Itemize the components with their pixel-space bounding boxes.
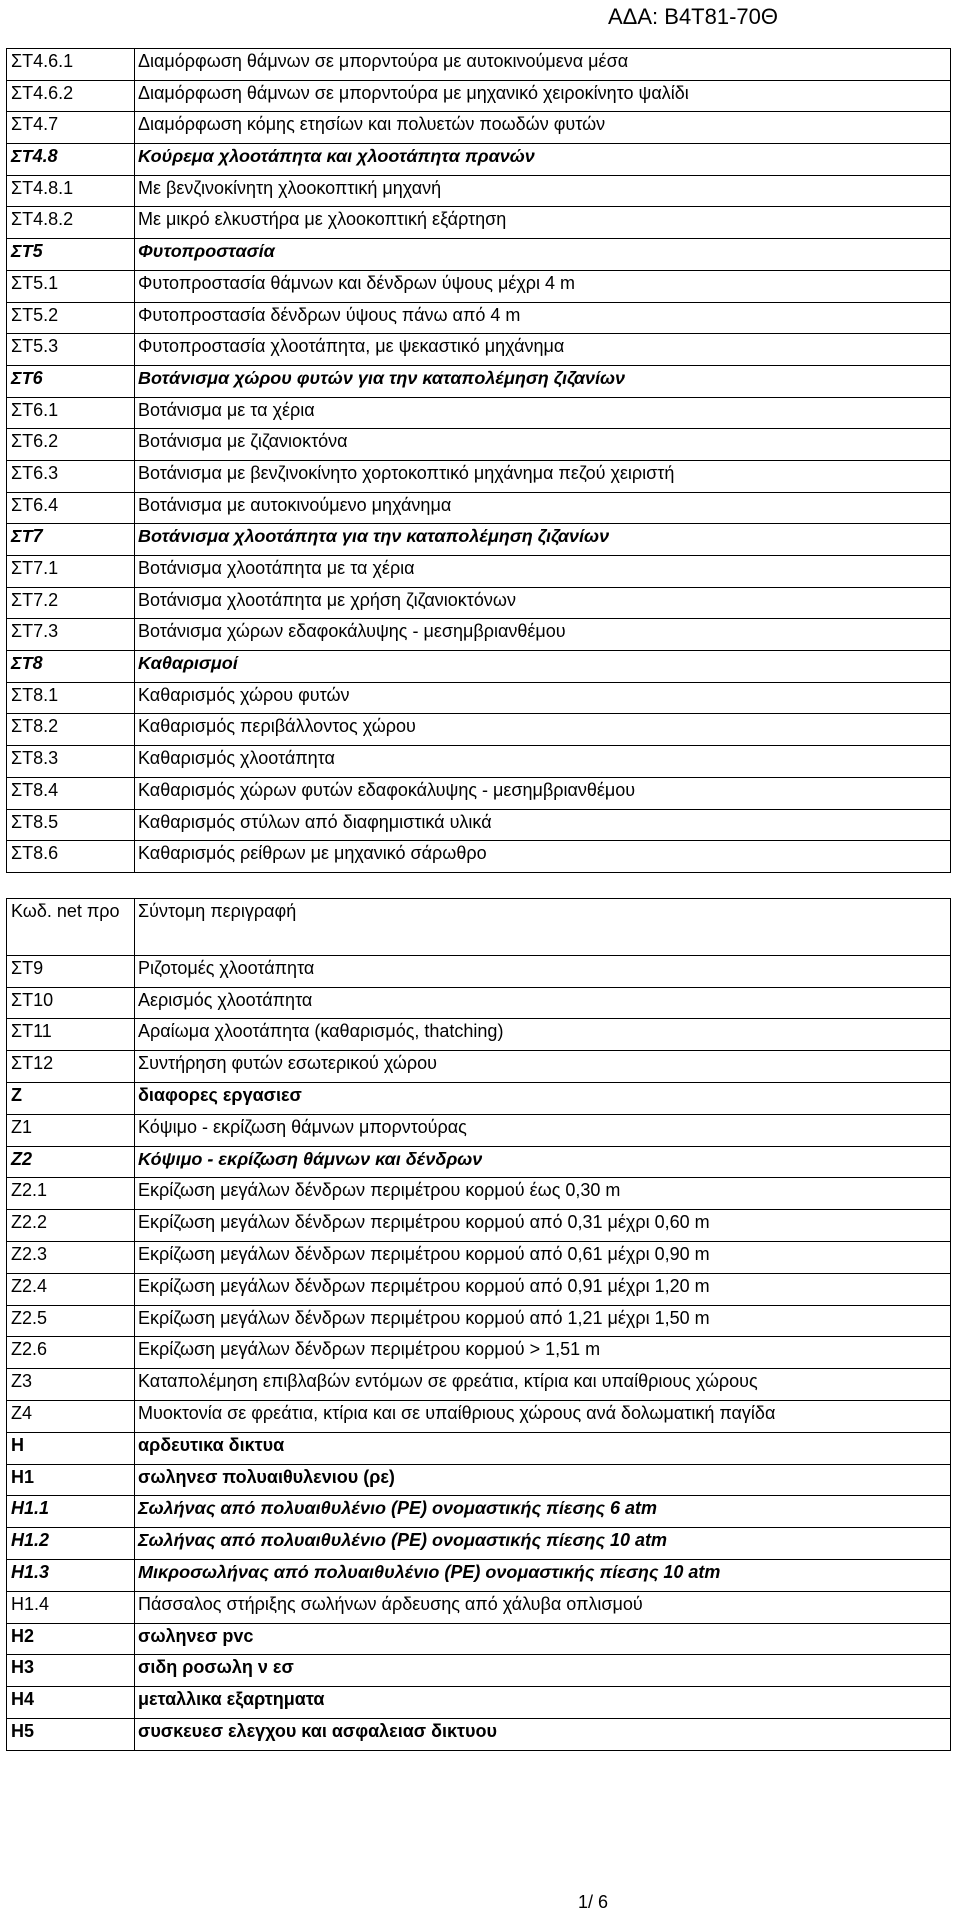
- row-code: ΣΤ5.2: [7, 302, 135, 334]
- row-code: ΣΤ7.3: [7, 619, 135, 651]
- row-description: Φυτοπροστασία δένδρων ύψους πάνω από 4 m: [135, 302, 951, 334]
- row-code: ΣΤ4.7: [7, 112, 135, 144]
- row-code: ΣΤ4.6.2: [7, 80, 135, 112]
- row-code: ΣΤ6: [7, 365, 135, 397]
- row-description: Καθαρισμός χώρων φυτών εδαφοκάλυψης - μεσημβριανθέμου: [135, 777, 951, 809]
- table-row: [7, 397, 951, 429]
- row-code: ΣΤ9: [7, 955, 135, 987]
- row-code: ΣΤ4.8.1: [7, 175, 135, 207]
- row-code: ΣΤ8.1: [7, 682, 135, 714]
- table-row: [7, 987, 951, 1019]
- table-row: [7, 144, 951, 176]
- table-row: [7, 1146, 951, 1178]
- row-description: σωληνεσ πολυαιθυλενιου (ρε): [135, 1464, 951, 1496]
- row-code: Z2.3: [7, 1242, 135, 1274]
- table-row: [7, 207, 951, 239]
- table-row: [7, 714, 951, 746]
- row-description: Φυτοπροστασία: [135, 239, 951, 271]
- row-code: ΣΤ5: [7, 239, 135, 271]
- row-code: ΣΤ6.1: [7, 397, 135, 429]
- table-row: [7, 334, 951, 366]
- page-number: 1/ 6: [577, 1892, 609, 1912]
- table-row: [7, 1591, 951, 1623]
- row-description: σιδη ροσωλη ν εσ: [135, 1655, 951, 1687]
- row-description: Βοτάνισμα με ζιζανιοκτόνα: [135, 429, 951, 461]
- row-code: Z4: [7, 1401, 135, 1433]
- row-description: Με μικρό ελκυστήρα με χλοοκοπτική εξάρτηση: [135, 207, 951, 239]
- row-description: Εκρίζωση μεγάλων δένδρων περιμέτρου κορμού > 1,51 m: [135, 1337, 951, 1369]
- row-description: Βοτάνισμα με αυτοκινούμενο μηχάνημα: [135, 492, 951, 524]
- row-description: Με βενζινοκίνητη χλοοκοπτική μηχανή: [135, 175, 951, 207]
- table-row: [7, 1083, 951, 1115]
- row-description: Βοτάνισμα χώρου φυτών για την καταπολέμηση ζιζανίων: [135, 365, 951, 397]
- row-description: Εκρίζωση μεγάλων δένδρων περιμέτρου κορμού από 0,91 μέχρι 1,20 m: [135, 1273, 951, 1305]
- row-code: H1: [7, 1464, 135, 1496]
- row-description: Εκρίζωση μεγάλων δένδρων περιμέτρου κορμού από 1,21 μέχρι 1,50 m: [135, 1305, 951, 1337]
- table-row: [7, 1719, 951, 1751]
- table-row: [7, 682, 951, 714]
- table-row: [7, 1464, 951, 1496]
- row-description: Κόψιμο - εκρίζωση θάμνων και δένδρων: [135, 1146, 951, 1178]
- row-code: Z2: [7, 1146, 135, 1178]
- row-code: ΣΤ6.3: [7, 460, 135, 492]
- row-description: Βοτάνισμα χλοοτάπητα με τα χέρια: [135, 556, 951, 588]
- row-description: Διαμόρφωση θάμνων σε μπορντούρα με αυτοκινούμενα μέσα: [135, 49, 951, 81]
- row-code: ΣΤ10: [7, 987, 135, 1019]
- table-row: [7, 1051, 951, 1083]
- row-description: Κούρεμα χλοοτάπητα και χλοοτάπητα πρανών: [135, 144, 951, 176]
- row-description: Αερισμός χλοοτάπητα: [135, 987, 951, 1019]
- row-description: Καθαρισμός χλοοτάπητα: [135, 746, 951, 778]
- row-description: Καθαρισμός ρείθρων με μηχανικό σάρωθρο: [135, 841, 951, 873]
- row-description: Καθαρισμός περιβάλλοντος χώρου: [135, 714, 951, 746]
- row-code: Z2.6: [7, 1337, 135, 1369]
- table-row: [7, 809, 951, 841]
- table-row: [7, 239, 951, 271]
- ada-identifier: ΑΔΑ: Β4Τ81-70Θ: [608, 4, 778, 29]
- row-description: διαφορες εργασιεσ: [135, 1083, 951, 1115]
- table-row: [7, 1242, 951, 1274]
- row-code: H2: [7, 1623, 135, 1655]
- row-description: μεταλλικα εξαρτηματα: [135, 1687, 951, 1719]
- row-description: Πάσσαλος στήριξης σωλήνων άρδευσης από χάλυβα οπλισμού: [135, 1591, 951, 1623]
- row-description: Βοτάνισμα χώρων εδαφοκάλυψης - μεσημβριανθέμου: [135, 619, 951, 651]
- row-code: H: [7, 1432, 135, 1464]
- row-code: ΣΤ8.5: [7, 809, 135, 841]
- table-row: [7, 1305, 951, 1337]
- row-description: Βοτάνισμα με τα χέρια: [135, 397, 951, 429]
- table-row: [7, 49, 951, 81]
- row-description: Διαμόρφωση κόμης ετησίων και πολυετών ποωδών φυτών: [135, 112, 951, 144]
- table-row: [7, 1210, 951, 1242]
- row-code: ΣΤ8.4: [7, 777, 135, 809]
- row-code: ΣΤ7.1: [7, 556, 135, 588]
- row-description: Εκρίζωση μεγάλων δένδρων περιμέτρου κορμού από 0,31 μέχρι 0,60 m: [135, 1210, 951, 1242]
- row-code: ΣΤ7: [7, 524, 135, 556]
- table-row: [7, 955, 951, 987]
- row-code: ΣΤ12: [7, 1051, 135, 1083]
- row-description: Βοτάνισμα χλοοτάπητα για την καταπολέμηση ζιζανίων: [135, 524, 951, 556]
- row-description: Καθαρισμός χώρου φυτών: [135, 682, 951, 714]
- row-code: ΣΤ4.8.2: [7, 207, 135, 239]
- row-description: Φυτοπροστασία θάμνων και δένδρων ύψους μέχρι 4 m: [135, 270, 951, 302]
- table-row: [7, 1401, 951, 1433]
- table-row: [7, 1623, 951, 1655]
- row-description: Φυτοπροστασία χλοοτάπητα, με ψεκαστικό μηχάνημα: [135, 334, 951, 366]
- row-code: ΣΤ8.6: [7, 841, 135, 873]
- row-description: Ριζοτομές χλοοτάπητα: [135, 955, 951, 987]
- row-code: H1.4: [7, 1591, 135, 1623]
- row-description: Μυοκτονία σε φρεάτια, κτίρια και σε υπαίθριους χώρους ανά δολωματική παγίδα: [135, 1401, 951, 1433]
- row-code: Z2.4: [7, 1273, 135, 1305]
- row-description: Εκρίζωση μεγάλων δένδρων περιμέτρου κορμού από 0,61 μέχρι 0,90 m: [135, 1242, 951, 1274]
- table-row: [7, 556, 951, 588]
- table-row: [7, 651, 951, 683]
- header-code: Κωδ. net προ: [7, 898, 135, 955]
- table-row: [7, 112, 951, 144]
- table-row: [7, 460, 951, 492]
- row-code: ΣΤ11: [7, 1019, 135, 1051]
- row-code: ΣΤ6.2: [7, 429, 135, 461]
- table-row: [7, 492, 951, 524]
- table-row: [7, 1528, 951, 1560]
- row-code: Z1: [7, 1114, 135, 1146]
- table-row: [7, 1178, 951, 1210]
- row-code: ΣΤ8: [7, 651, 135, 683]
- header-description: Σύντομη περιγραφή: [135, 898, 951, 955]
- table-row: [7, 1655, 951, 1687]
- row-code: ΣΤ6.4: [7, 492, 135, 524]
- row-code: Z2.1: [7, 1178, 135, 1210]
- table-row: [7, 524, 951, 556]
- row-description: Συντήρηση φυτών εσωτερικού χώρου: [135, 1051, 951, 1083]
- row-description: Βοτάνισμα χλοοτάπητα με χρήση ζιζανιοκτόνων: [135, 587, 951, 619]
- row-code: ΣΤ8.3: [7, 746, 135, 778]
- table-row: [7, 587, 951, 619]
- row-code: Z2.2: [7, 1210, 135, 1242]
- row-code: ΣΤ4.6.1: [7, 49, 135, 81]
- table-row: [7, 365, 951, 397]
- table-row: [7, 1496, 951, 1528]
- table-row: [7, 1337, 951, 1369]
- row-code: ΣΤ4.8: [7, 144, 135, 176]
- row-code: H1.1: [7, 1496, 135, 1528]
- row-code: Z3: [7, 1369, 135, 1401]
- row-code: H1.3: [7, 1560, 135, 1592]
- row-code: ΣΤ7.2: [7, 587, 135, 619]
- row-code: Z: [7, 1083, 135, 1115]
- table-row: [7, 1019, 951, 1051]
- row-description: σωληνεσ pvc: [135, 1623, 951, 1655]
- table-row: [7, 619, 951, 651]
- row-description: αρδευτικα δικτυα: [135, 1432, 951, 1464]
- table-row: [7, 841, 951, 873]
- table-row: [7, 746, 951, 778]
- table-row: [7, 302, 951, 334]
- table-row: [7, 80, 951, 112]
- table-row: [7, 777, 951, 809]
- row-code: ΣΤ8.2: [7, 714, 135, 746]
- table-gap: [7, 872, 951, 898]
- row-code: Z2.5: [7, 1305, 135, 1337]
- table-row: [7, 175, 951, 207]
- row-code: ΣΤ5.1: [7, 270, 135, 302]
- row-code: H4: [7, 1687, 135, 1719]
- row-code: H1.2: [7, 1528, 135, 1560]
- table-row: [7, 1687, 951, 1719]
- table-row: [7, 270, 951, 302]
- table-row: [7, 1114, 951, 1146]
- row-description: Κόψιμο - εκρίζωση θάμνων μπορντούρας: [135, 1114, 951, 1146]
- row-description: Καταπολέμηση επιβλαβών εντόμων σε φρεάτια, κτίρια και υπαίθριους χώρους: [135, 1369, 951, 1401]
- row-description: Καθαρισμοί: [135, 651, 951, 683]
- table-row: [7, 1432, 951, 1464]
- row-description: Διαμόρφωση θάμνων σε μπορντούρα με μηχανικό χειροκίνητο ψαλίδι: [135, 80, 951, 112]
- row-description: Αραίωμα χλοοτάπητα (καθαρισμός, thatching): [135, 1019, 951, 1051]
- row-code: H5: [7, 1719, 135, 1751]
- table-row: [7, 1560, 951, 1592]
- row-code: H3: [7, 1655, 135, 1687]
- row-description: συσκευεσ ελεγχου και ασφαλειασ δικτυου: [135, 1719, 951, 1751]
- table-row: [7, 1273, 951, 1305]
- table-row: [7, 429, 951, 461]
- row-description: Εκρίζωση μεγάλων δένδρων περιμέτρου κορμού έως 0,30 m: [135, 1178, 951, 1210]
- table-row: [7, 1369, 951, 1401]
- row-description: Μικροσωλήνας από πολυαιθυλένιο (PE) ονομαστικής πίεσης 10 atm: [135, 1560, 951, 1592]
- table-header-row: [7, 898, 951, 955]
- row-description: Σωλήνας από πολυαιθυλένιο (PE) ονομαστικής πίεσης 6 atm: [135, 1496, 951, 1528]
- codes-table: [6, 48, 951, 1751]
- row-description: Σωλήνας από πολυαιθυλένιο (PE) ονομαστικής πίεσης 10 atm: [135, 1528, 951, 1560]
- row-description: Καθαρισμός στύλων από διαφημιστικά υλικά: [135, 809, 951, 841]
- row-description: Βοτάνισμα με βενζινοκίνητο χορτοκοπτικό μηχάνημα πεζού χειριστή: [135, 460, 951, 492]
- row-code: ΣΤ5.3: [7, 334, 135, 366]
